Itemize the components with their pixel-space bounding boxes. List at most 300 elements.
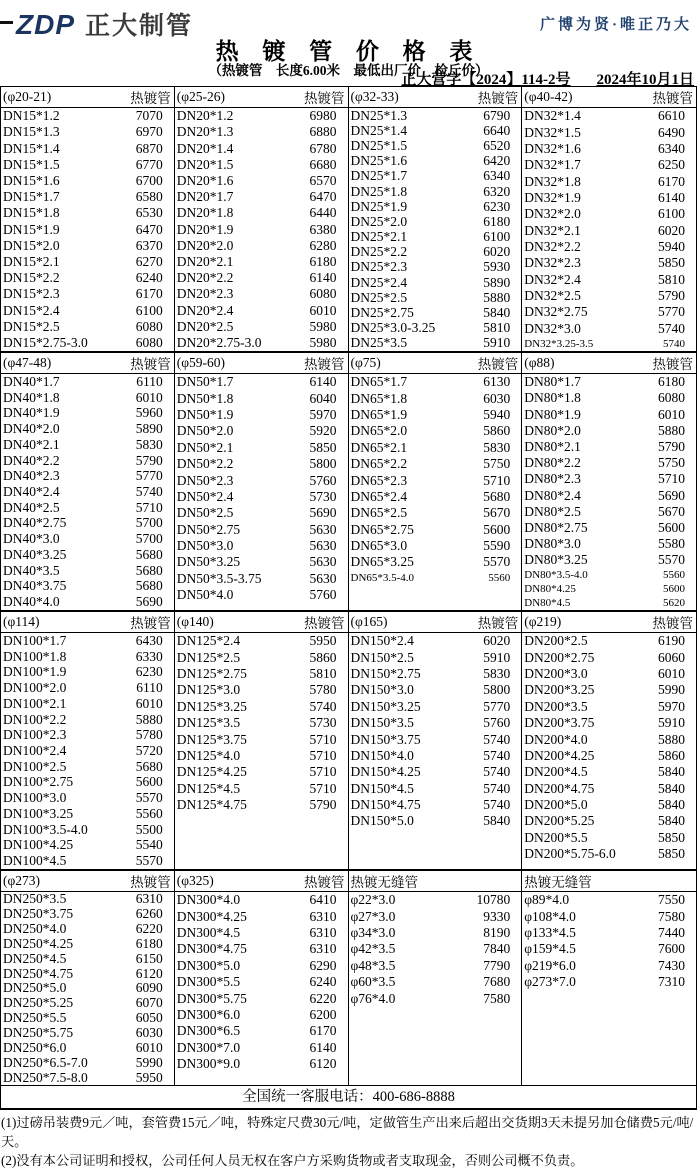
price-row [349, 797, 522, 813]
price-cell: 5770 [658, 304, 685, 320]
spec-cell: DN100*2.5 [3, 758, 67, 774]
price-cell: 5910 [483, 649, 511, 665]
spec-cell: DN25*2.3 [350, 259, 408, 275]
price-cell: 5760 [483, 715, 511, 731]
price-cell: 5830 [483, 439, 511, 455]
price-cell: 6110 [136, 680, 163, 696]
price-row [1, 124, 174, 140]
price-row [522, 239, 696, 255]
spec-cell: DN25*1.6 [350, 153, 408, 169]
spec-cell: φ48*3.5 [350, 957, 396, 973]
price-row [1, 981, 174, 996]
price-row [522, 255, 696, 271]
block-header [175, 871, 348, 892]
spec-cell: DN300*4.5 [176, 924, 241, 940]
price-row [1, 437, 174, 453]
price-row [522, 487, 696, 503]
spec-cell: DN15*2.0 [3, 237, 60, 253]
price-row [1, 1055, 174, 1070]
spec-cell: DN32*1.9 [524, 189, 581, 205]
price-cell: 6010 [309, 302, 337, 318]
spec-cell: DN150*3.5 [350, 715, 414, 731]
price-cell: 5590 [483, 538, 511, 554]
price-row [1, 484, 174, 500]
price-row [522, 748, 696, 764]
price-cell: 5570 [658, 552, 685, 568]
price-row [175, 302, 348, 318]
spec-cell: DN65*1.9 [350, 406, 408, 422]
spec-cell: DN65*3.25 [350, 554, 414, 570]
spec-cell: DN25*2.75 [350, 305, 414, 321]
price-cell: 5790 [135, 452, 163, 468]
price-cell: 5910 [483, 335, 511, 351]
price-cell: 5710 [309, 731, 337, 747]
price-cell: 6790 [483, 107, 511, 123]
spec-cell: φ42*3.5 [350, 941, 396, 957]
price-cell: 6080 [658, 390, 685, 406]
price-cell: 5890 [135, 421, 163, 437]
price-row [349, 715, 522, 731]
price-cell: 5850 [309, 439, 337, 455]
price-row [522, 337, 696, 351]
price-row [522, 206, 696, 222]
price-cell: 5850 [658, 846, 685, 862]
price-cell: 6150 [135, 950, 163, 966]
price-row [1, 996, 174, 1011]
price-cell: 6290 [309, 957, 337, 973]
spec-cell: DN50*1.7 [176, 374, 234, 390]
price-row [1, 649, 174, 665]
price-cell: 6010 [658, 665, 685, 681]
price-cell: 5770 [483, 698, 511, 714]
spec-cell: DN25*1.9 [350, 198, 408, 214]
block-type-label: 热镀管 [477, 616, 519, 631]
price-cell: 6370 [135, 237, 163, 253]
price-row [349, 666, 522, 682]
spec-cell: DN25*3.5 [350, 335, 408, 351]
spec-cell: DN150*4.75 [350, 797, 421, 813]
spec-cell: DN300*5.75 [176, 990, 247, 1006]
price-row [522, 321, 696, 337]
price-row [175, 908, 348, 924]
price-row [522, 813, 696, 829]
price-cell: 7550 [658, 892, 685, 908]
price-cell: 5720 [135, 743, 163, 759]
price-block [1, 612, 175, 869]
price-row [349, 764, 522, 780]
price-cell: 6230 [483, 198, 511, 214]
price-cell: 6180 [309, 253, 337, 269]
spec-cell: DN200*4.25 [524, 747, 595, 763]
price-cell: 5600 [135, 774, 163, 790]
spec-cell: φ34*3.0 [350, 924, 396, 940]
price-row [522, 781, 696, 797]
price-cell: 6100 [135, 302, 163, 318]
price-row [522, 649, 696, 665]
spec-cell: DN32*1.8 [524, 173, 581, 189]
price-row [175, 319, 348, 335]
price-cell: 5740 [483, 764, 511, 780]
spec-cell: DN50*2.4 [176, 488, 234, 504]
company-name: 正大制管 [85, 12, 194, 40]
price-cell: 5560 [135, 805, 163, 821]
spec-cell: DN40*3.75 [3, 578, 67, 594]
spec-cell: DN20*1.5 [176, 156, 234, 172]
spec-cell: DN150*4.5 [350, 780, 414, 796]
block-spec-label: (φ40-42) [524, 89, 573, 104]
spec-cell: DN300*6.5 [176, 1023, 241, 1039]
spec-cell: DN40*2.4 [3, 484, 60, 500]
spec-cell: DN125*4.75 [176, 797, 247, 813]
price-row [522, 423, 696, 439]
price-cell: 6080 [135, 318, 163, 334]
spec-cell: DN25*1.4 [350, 122, 408, 138]
price-cell: 5710 [309, 764, 337, 780]
spec-cell: DN40*2.75 [3, 515, 67, 531]
price-row [522, 552, 696, 568]
price-row [1, 822, 174, 838]
price-cell: 5740 [135, 484, 163, 500]
company-slogan: 广博为贤·唯正乃大 [539, 17, 692, 33]
spec-cell: DN20*1.2 [176, 108, 234, 124]
price-row [522, 223, 696, 239]
spec-cell: DN15*1.9 [3, 221, 60, 237]
price-cell: 6120 [135, 965, 163, 981]
price-row [1, 759, 174, 775]
price-row [522, 455, 696, 471]
price-row [175, 571, 348, 587]
price-cell: 6020 [658, 222, 685, 238]
spec-cell: DN32*2.0 [524, 206, 581, 222]
price-row [175, 748, 348, 764]
spec-cell: DN125*3.25 [176, 698, 247, 714]
price-block [522, 871, 696, 1085]
price-row [1, 853, 174, 869]
price-row [1, 335, 174, 351]
spec-cell: DN50*3.25 [176, 554, 241, 570]
price-row [522, 830, 696, 846]
price-row [349, 336, 522, 351]
price-cell: 5840 [483, 305, 511, 321]
price-row [175, 390, 348, 406]
price-row [175, 189, 348, 205]
block-type-label: 热镀管 [130, 616, 171, 631]
spec-cell: DN150*3.75 [350, 731, 421, 747]
block-header [1, 612, 174, 633]
price-cell: 5940 [658, 239, 685, 255]
spec-cell: DN80*3.5-4.0 [524, 569, 588, 582]
spec-cell: φ108*4.0 [524, 908, 576, 924]
price-row [522, 439, 696, 455]
spec-cell: DN65*2.3 [350, 472, 408, 488]
block-header [349, 353, 522, 374]
price-row [175, 205, 348, 221]
price-row [522, 108, 696, 124]
price-cell: 5810 [483, 320, 511, 336]
price-cell: 6680 [309, 156, 337, 172]
price-row [349, 990, 522, 1006]
price-cell: 5840 [658, 780, 685, 796]
price-row [175, 925, 348, 941]
block-type-label: 热镀管 [652, 616, 693, 631]
price-row [349, 571, 522, 585]
block-type-label: 热镀管 [477, 357, 519, 372]
price-row [1, 205, 174, 221]
spec-cell: DN25*2.5 [350, 289, 408, 305]
price-cell: 5730 [309, 715, 337, 731]
price-cell: 6700 [135, 172, 163, 188]
price-table [0, 86, 697, 1110]
price-cell: 6230 [135, 664, 163, 680]
spec-cell: DN250*7.5-8.0 [3, 1069, 88, 1085]
price-cell: 6070 [135, 995, 163, 1011]
spec-cell: DN250*3.5 [3, 891, 67, 907]
price-row [349, 649, 522, 665]
price-cell: 7430 [658, 957, 685, 973]
price-cell: 5630 [309, 521, 337, 537]
price-row [1, 302, 174, 318]
spec-cell: DN40*3.25 [3, 546, 67, 562]
block-header [522, 612, 696, 633]
price-cell: 5580 [658, 536, 685, 552]
block-spec-label: (φ25-26) [176, 89, 226, 104]
price-cell: 5680 [135, 546, 163, 562]
price-row [1, 838, 174, 854]
price-row [175, 254, 348, 270]
price-cell: 5910 [658, 715, 685, 731]
price-row [522, 892, 696, 908]
price-row [1, 727, 174, 743]
price-row [1, 966, 174, 981]
spec-cell: DN80*1.7 [524, 374, 581, 390]
price-cell: 5630 [309, 538, 337, 554]
price-cell: 5850 [658, 829, 685, 845]
price-cell: 6430 [135, 632, 163, 648]
block-type-label: 热镀管 [130, 875, 171, 890]
price-row [1, 951, 174, 966]
price-row [175, 941, 348, 957]
spec-cell: φ89*4.0 [524, 892, 570, 908]
price-row [1, 286, 174, 302]
price-cell: 6140 [658, 189, 685, 205]
price-cell: 6090 [135, 980, 163, 996]
spec-cell: DN40*1.7 [3, 373, 60, 389]
block-header [1, 353, 174, 374]
spec-cell: DN20*2.0 [176, 237, 234, 253]
spec-cell: DN150*5.0 [350, 813, 414, 829]
price-row [522, 846, 696, 862]
price-cell: 6310 [309, 908, 337, 924]
price-row [349, 538, 522, 554]
spec-cell: DN65*2.0 [350, 423, 408, 439]
price-row [175, 124, 348, 140]
price-cell: 7580 [483, 990, 511, 1006]
price-cell: 6030 [135, 1025, 163, 1041]
spec-cell: DN32*3.0 [524, 320, 581, 336]
block-header [175, 353, 348, 374]
price-row [522, 520, 696, 536]
price-cell: 6530 [135, 205, 163, 221]
price-cell: 5810 [309, 665, 337, 681]
spec-cell: DN150*2.75 [350, 665, 421, 681]
price-cell: 5840 [658, 813, 685, 829]
block-spec-label: (φ325) [176, 873, 214, 888]
price-cell: 5830 [135, 436, 163, 452]
spec-cell: DN80*4.5 [524, 597, 571, 610]
price-row [1, 712, 174, 728]
price-cell: 6220 [135, 921, 163, 937]
price-row [1, 547, 174, 563]
footnotes [0, 1110, 697, 1170]
price-cell: 6240 [135, 270, 163, 286]
price-cell: 6320 [483, 183, 511, 199]
block-type-label: 热镀管 [130, 357, 171, 372]
price-cell: 5810 [658, 271, 685, 287]
spec-cell: φ159*4.5 [524, 941, 576, 957]
price-row [349, 138, 522, 153]
price-block [175, 871, 349, 1085]
spec-cell: DN15*2.5 [3, 318, 60, 334]
spec-cell: DN50*1.8 [176, 390, 234, 406]
spec-cell: DN20*1.8 [176, 205, 234, 221]
spec-cell: DN25*1.3 [350, 107, 408, 123]
block-spec-label: (φ47-48) [3, 355, 52, 370]
price-block [175, 612, 349, 869]
price-row [522, 958, 696, 974]
price-cell: 5500 [135, 821, 163, 837]
price-row [522, 797, 696, 813]
price-cell: 6010 [135, 389, 163, 405]
spec-cell: DN40*1.8 [3, 389, 60, 405]
price-cell: 6310 [135, 891, 163, 907]
price-row [175, 157, 348, 173]
spec-cell: DN20*1.6 [176, 172, 234, 188]
price-cell: 6140 [309, 374, 337, 390]
price-row [522, 908, 696, 924]
spec-cell: DN200*5.0 [524, 797, 588, 813]
price-row [349, 290, 522, 305]
spec-cell: DN65*1.7 [350, 374, 408, 390]
block-header [1, 87, 174, 108]
spec-cell: DN100*2.4 [3, 743, 67, 759]
spec-cell: DN100*2.0 [3, 680, 67, 696]
price-cell: 6170 [135, 286, 163, 302]
spec-cell: DN40*1.9 [3, 405, 60, 421]
spec-cell: DN15*2.75-3.0 [3, 334, 88, 350]
spec-cell: DN65*1.8 [350, 390, 408, 406]
block-spec-label: (φ59-60) [176, 355, 226, 370]
price-row [522, 699, 696, 715]
footnote-2: (2)没有本公司证明和授权，公司任何人员无权在客户方采购货物或者支取现金，否则公司概不负责。 [1, 1153, 584, 1168]
spec-cell: DN250*5.25 [3, 995, 74, 1011]
price-cell: 6420 [483, 153, 511, 169]
price-block [175, 87, 349, 351]
price-cell: 5570 [135, 853, 163, 869]
spec-cell: DN100*3.0 [3, 790, 67, 806]
price-cell: 6020 [483, 244, 511, 260]
price-row [1, 500, 174, 516]
price-cell: 5560 [663, 569, 685, 582]
table-section [1, 351, 696, 610]
price-row [349, 781, 522, 797]
price-cell: 5950 [309, 633, 337, 649]
price-row [349, 374, 522, 390]
price-row [175, 1040, 348, 1056]
price-cell: 5800 [483, 682, 511, 698]
price-row [349, 108, 522, 123]
price-row [175, 270, 348, 286]
price-cell: 6170 [309, 1023, 337, 1039]
price-row [175, 423, 348, 439]
block-type-label: 热镀管 [304, 91, 345, 106]
price-row [175, 990, 348, 1006]
spec-cell: DN65*2.5 [350, 505, 408, 521]
block-spec-label: (φ219) [524, 614, 562, 629]
price-block [522, 353, 696, 610]
price-cell: 7680 [483, 974, 511, 990]
price-cell: 5680 [135, 758, 163, 774]
spec-cell: DN250*6.0 [3, 1039, 67, 1055]
spec-cell: DN15*2.1 [3, 253, 60, 269]
spec-cell: φ60*3.5 [350, 974, 396, 990]
price-row [522, 272, 696, 288]
price-row [175, 764, 348, 780]
price-row [175, 456, 348, 472]
price-cell: 5740 [309, 698, 337, 714]
spec-cell: DN80*1.8 [524, 390, 581, 406]
spec-cell: DN125*3.0 [176, 682, 241, 698]
spec-cell: DN40*2.1 [3, 436, 60, 452]
block-spec-label: (φ140) [176, 614, 214, 629]
spec-cell: DN20*1.4 [176, 140, 234, 156]
spec-cell: DN300*4.0 [176, 892, 241, 908]
spec-cell: DN100*4.5 [3, 853, 67, 869]
spec-cell: DN15*2.2 [3, 270, 60, 286]
price-row [522, 974, 696, 990]
spec-cell: DN65*2.75 [350, 521, 414, 537]
price-cell: 5680 [135, 578, 163, 594]
price-row [1, 937, 174, 952]
spec-cell: DN100*3.5-4.0 [3, 821, 88, 837]
spec-cell: DN250*4.75 [3, 965, 74, 981]
spec-cell: φ22*3.0 [350, 892, 396, 908]
price-row [349, 472, 522, 488]
block-header [522, 87, 696, 108]
spec-cell: DN15*2.3 [3, 286, 60, 302]
spec-cell: DN32*1.6 [524, 140, 581, 156]
spec-cell: DN125*3.75 [176, 731, 247, 747]
spec-cell: DN200*3.25 [524, 682, 595, 698]
price-cell: 6190 [658, 633, 685, 649]
price-row [349, 682, 522, 698]
price-block [349, 87, 523, 351]
spec-cell: DN40*2.2 [3, 452, 60, 468]
price-cell: 5630 [309, 570, 337, 586]
price-cell: 6250 [658, 157, 685, 173]
price-cell: 6880 [309, 124, 337, 140]
spec-cell: DN200*2.5 [524, 633, 588, 649]
price-cell: 6780 [309, 140, 337, 156]
spec-cell: φ27*3.0 [350, 908, 396, 924]
price-cell: 5990 [135, 1054, 163, 1070]
price-cell: 6640 [483, 122, 511, 138]
price-cell: 5790 [658, 438, 685, 454]
price-cell: 5680 [135, 562, 163, 578]
price-row [1, 1040, 174, 1055]
price-row [1, 531, 174, 547]
price-cell: 5880 [658, 731, 685, 747]
spec-cell: DN25*2.0 [350, 213, 408, 229]
